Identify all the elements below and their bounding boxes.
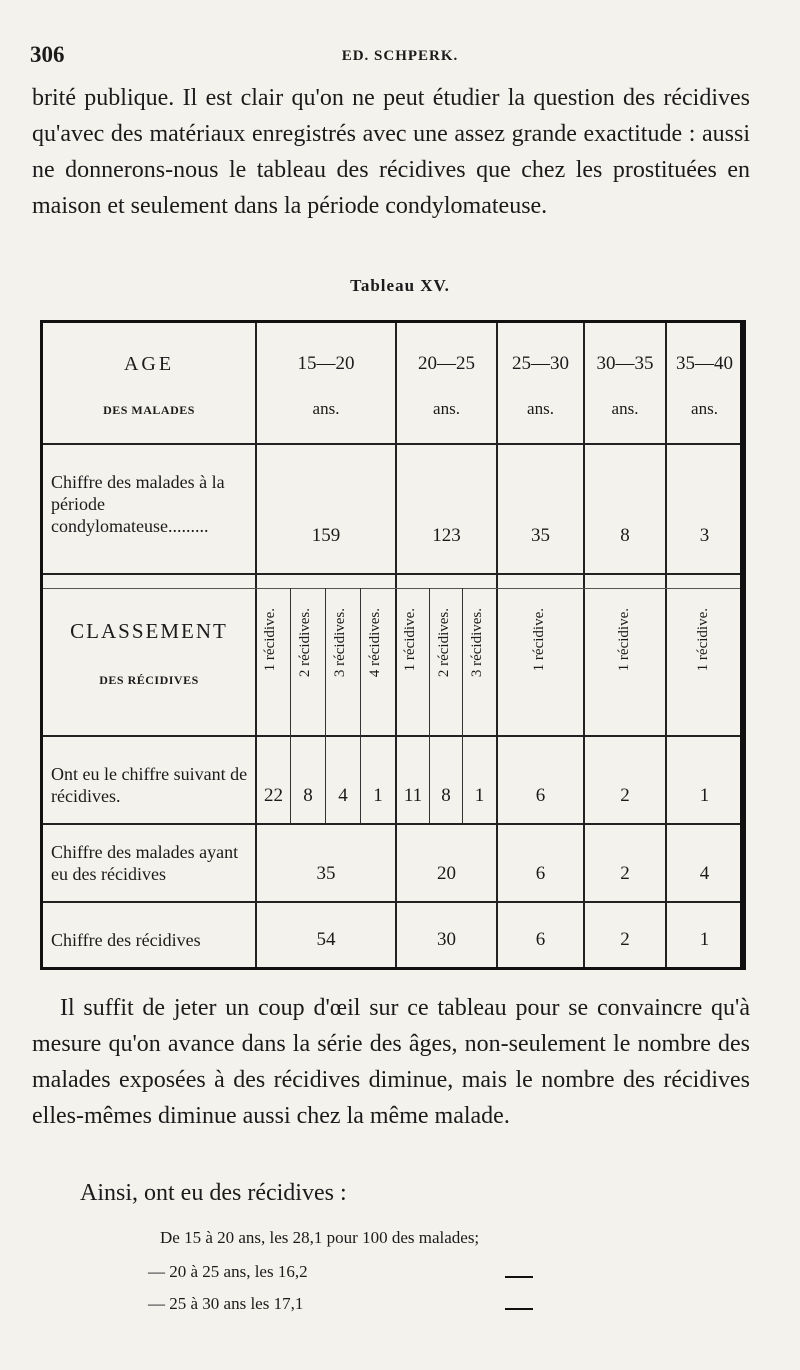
ans-label: ans. <box>611 399 639 418</box>
recidive-header: 3 récidives. <box>469 608 485 678</box>
recidive-header: 1 récidive. <box>531 608 547 672</box>
cell-value: 8 <box>303 785 313 806</box>
ans-label: ans. <box>312 399 340 418</box>
row-label-condylomateuse: Chiffre des malades à la période condylomateuse......... <box>51 472 225 536</box>
cell-value: 8 <box>441 785 451 806</box>
ans-label: ans. <box>691 399 718 418</box>
ditto-mark <box>505 1276 533 1278</box>
row-divider <box>43 588 740 589</box>
cell-value: 6 <box>535 929 546 950</box>
cell-value: 1 <box>474 785 485 806</box>
recidive-header: 1 récidive. <box>616 608 632 672</box>
row-divider <box>43 443 740 445</box>
ans-label: ans. <box>527 399 554 418</box>
ditto-mark <box>505 1308 533 1310</box>
paragraph-conclusion: Il suffit de jeter un coup d'œil sur ce tableau pour se convaincre qu'à mesure qu'on avance dans la série des âges, non-seulement le nombre des malades exposées à des récidives diminue, mais le nombre des récidives elles-mêmes diminue aussi chez la même malade. <box>32 995 750 1129</box>
stat-line: De 15 à 20 ans, les 28,1 pour 100 des malades; <box>160 1228 480 1247</box>
row-divider <box>43 573 740 575</box>
cell-value: 30 <box>437 929 456 950</box>
row-label-chiffre-recidives: Ont eu le chiffre suivant de récidives. <box>51 764 248 806</box>
stat-line: — 20 à 25 ans, les 16,2 <box>148 1262 308 1281</box>
classement-label: CLASSEMENT <box>70 619 228 643</box>
cell-value: 6 <box>535 863 546 884</box>
cell-value: 6 <box>535 785 546 806</box>
paragraph-ainsi: Ainsi, ont eu des récidives : <box>80 1180 347 1206</box>
row-divider <box>43 735 740 737</box>
row-label-chiffre-des-recidives: Chiffre des récidives <box>51 930 201 950</box>
cell-value: 123 <box>432 525 461 546</box>
cell-value: 159 <box>311 525 341 546</box>
cell-value: 1 <box>373 785 383 806</box>
page-header <box>30 42 770 72</box>
age-sublabel: DES MALADES <box>103 403 195 417</box>
cell-value: 2 <box>620 863 630 884</box>
cell-value: 54 <box>316 929 336 950</box>
table-caption: Tableau XV. <box>350 276 450 295</box>
recidive-header: 1 récidive. <box>262 608 278 672</box>
age-range: 25—30 <box>512 353 569 374</box>
row-label-malades-recidives: Chiffre des malades ayant eu des récidives <box>51 842 239 884</box>
age-label: AGE <box>123 353 175 375</box>
recidive-header: 2 récidives. <box>436 608 452 678</box>
row-divider <box>43 901 740 903</box>
ans-label: ans. <box>433 399 460 418</box>
cell-value: 35 <box>316 863 336 884</box>
cell-value: 4 <box>338 785 348 806</box>
recidive-header: 4 récidives. <box>367 608 383 678</box>
recidive-header: 2 récidives. <box>297 608 313 678</box>
cell-value: 22 <box>264 785 283 806</box>
recidive-header: 3 récidives. <box>332 608 348 678</box>
cell-value: 20 <box>437 863 456 884</box>
recidive-header: 1 récidive. <box>402 608 418 672</box>
cell-value: 35 <box>531 525 550 546</box>
cell-value: 1 <box>699 929 710 950</box>
classement-sublabel: DES RÉCIDIVES <box>99 673 199 687</box>
cell-value: 2 <box>620 785 630 806</box>
cell-value: 2 <box>620 929 630 950</box>
cell-value: 4 <box>699 863 710 884</box>
cell-value: 3 <box>699 525 710 546</box>
age-range: 15—20 <box>297 353 355 374</box>
cell-value: 11 <box>403 785 423 806</box>
stat-line: — 25 à 30 ans les 17,1 <box>148 1294 304 1313</box>
recidive-table <box>40 320 746 970</box>
running-title: ED. SCHPERK. <box>341 48 459 64</box>
recidive-header: 1 récidive. <box>695 608 711 672</box>
page-number: 306 <box>30 42 65 67</box>
age-range: 20—25 <box>418 353 475 374</box>
row-divider <box>43 823 740 825</box>
age-range: 35—40 <box>676 353 733 374</box>
age-range: 30—35 <box>596 353 654 374</box>
cell-value: 1 <box>699 785 710 806</box>
cell-value: 8 <box>620 525 630 546</box>
paragraph-intro: brité publique. Il est clair qu'on ne peut étudier la question des récidives qu'avec des matériaux enregistrés avec une assez grande exactitude : aussi ne donnerons-nous le tableau des récidives que chez les prostituées en maison et seulement dans la période condylomateuse. <box>32 85 750 219</box>
